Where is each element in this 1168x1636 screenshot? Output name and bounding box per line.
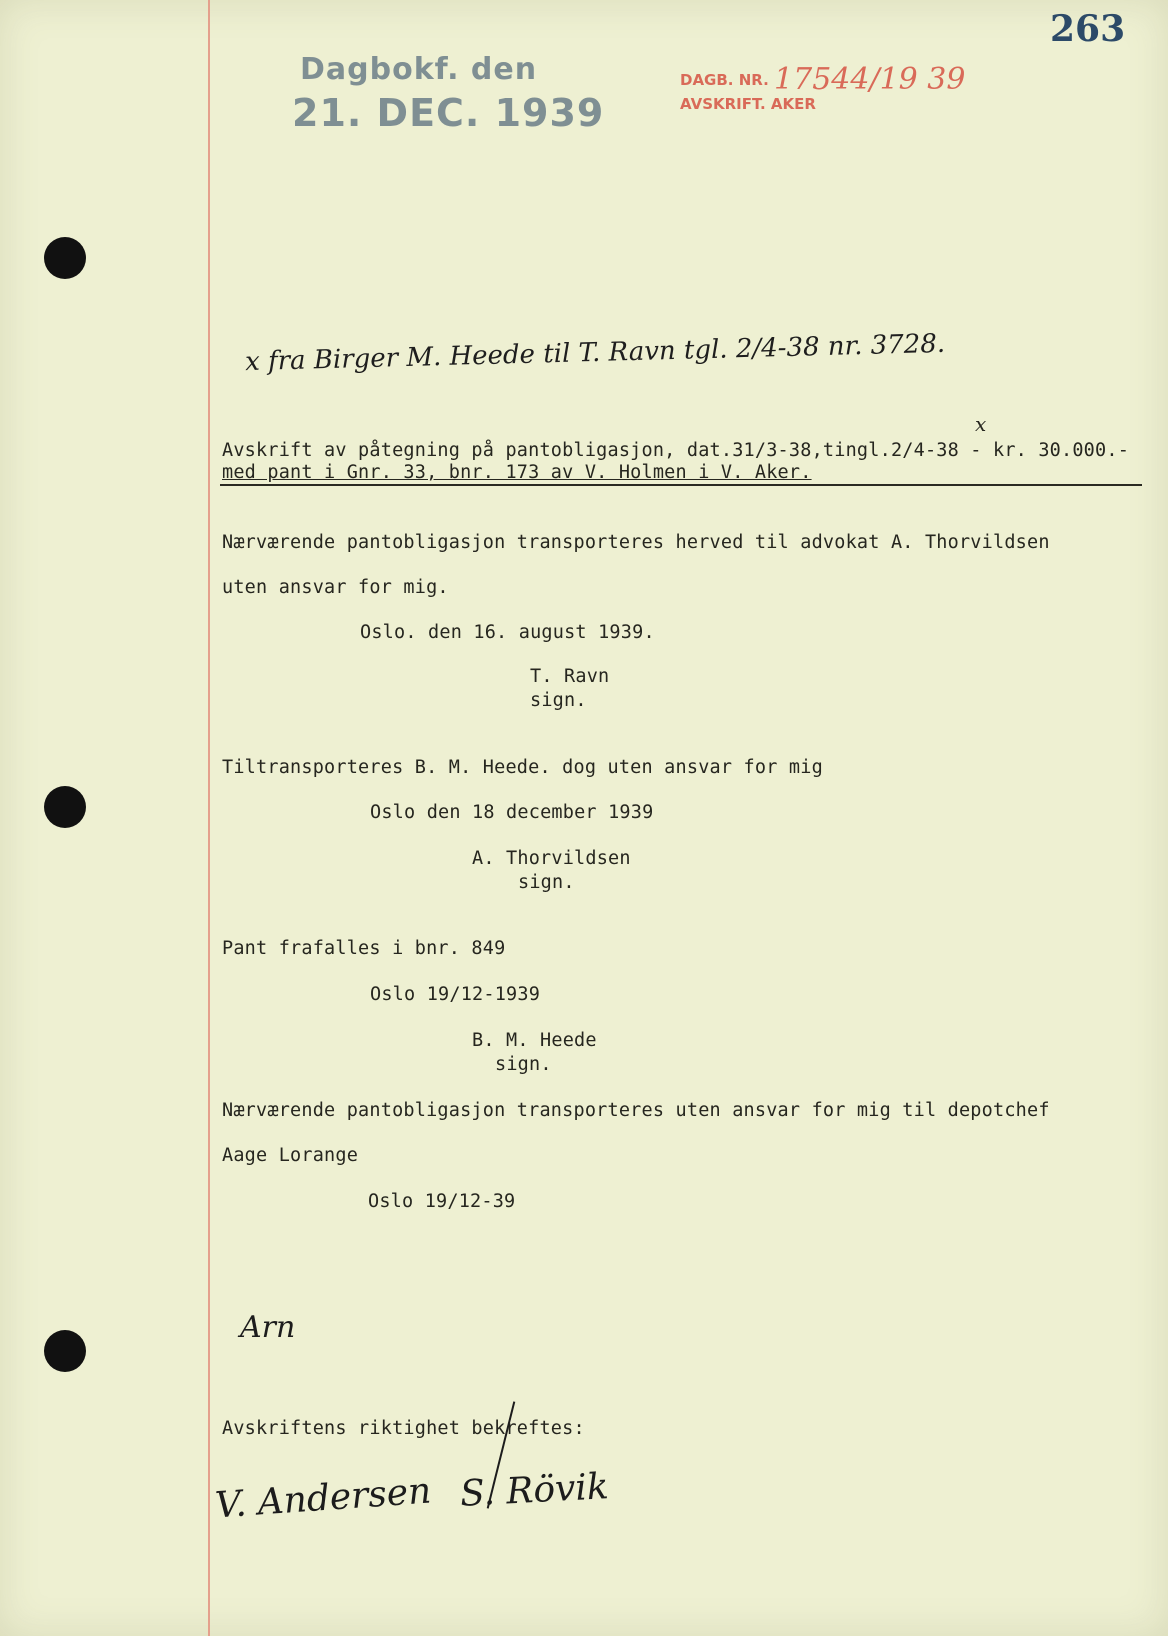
header-line-2: med pant i Gnr. 33, bnr. 173 av V. Holmen i V. Aker. <box>222 462 812 483</box>
handwritten-mark: Arn <box>240 1310 296 1345</box>
dagb-nr-label: DAGB. NR. <box>680 71 769 89</box>
body-line: Pant frafalles i bnr. 849 <box>222 938 506 959</box>
page-number: 263 <box>1050 8 1126 50</box>
dagb-nr-handwritten: 17544/19 39 <box>774 62 966 97</box>
signatory-sign: sign. <box>518 872 575 893</box>
body-line: uten ansvar for mig. <box>222 577 449 598</box>
body-line: Oslo den 18 december 1939 <box>370 802 654 823</box>
header-rule <box>220 484 1142 486</box>
body-line: Nærværende pantobligasjon transporteres uten ansvar for mig til depotchef <box>222 1100 1050 1121</box>
body-line: Aage Lorange <box>222 1145 359 1166</box>
handwritten-x-mark: x <box>975 412 987 436</box>
dagbok-stamp-date: 21. DEC. 1939 <box>292 91 605 135</box>
punch-hole-middle <box>44 786 86 828</box>
handwritten-note: x fra Birger M. Heede til T. Ravn tgl. 2/4-38 nr. 3728. <box>244 328 946 378</box>
signature-second: S. Rövik <box>459 1466 610 1515</box>
body-line: Oslo 19/12-39 <box>368 1191 516 1212</box>
signatory-sign: sign. <box>495 1054 552 1075</box>
signatory-name: B. M. Heede <box>472 1030 597 1051</box>
avskrift-stamp <box>680 62 966 116</box>
signature-first: V. Andersen <box>213 1470 433 1527</box>
body-line: Tiltransporteres B. M. Heede. dog uten ansvar for mig <box>222 757 823 778</box>
signatory-name: T. Ravn <box>530 666 610 687</box>
certification-line: Avskriftens riktighet bekreftes: <box>222 1418 585 1439</box>
avskrift-aker-label: AVSKRIFT. AKER <box>680 95 816 113</box>
header-line-1: Avskrift av påtegning på pantobligasjon, dat.31/3-38,tingl.2/4-38 - kr. 30.000.- <box>222 440 1130 461</box>
signatory-name: A. Thorvildsen <box>472 848 631 869</box>
body-line: Oslo. den 16. august 1939. <box>360 622 655 643</box>
punch-hole-bottom <box>44 1330 86 1372</box>
margin-line <box>208 0 210 1636</box>
punch-hole-top <box>44 237 86 279</box>
body-line: Oslo 19/12-1939 <box>370 984 541 1005</box>
dagbok-stamp <box>292 52 605 135</box>
body-line: Nærværende pantobligasjon transporteres herved til advokat A. Thorvildsen <box>222 532 1050 553</box>
dagbok-stamp-label: Dagbokf. den <box>300 52 538 87</box>
signatory-sign: sign. <box>530 690 587 711</box>
